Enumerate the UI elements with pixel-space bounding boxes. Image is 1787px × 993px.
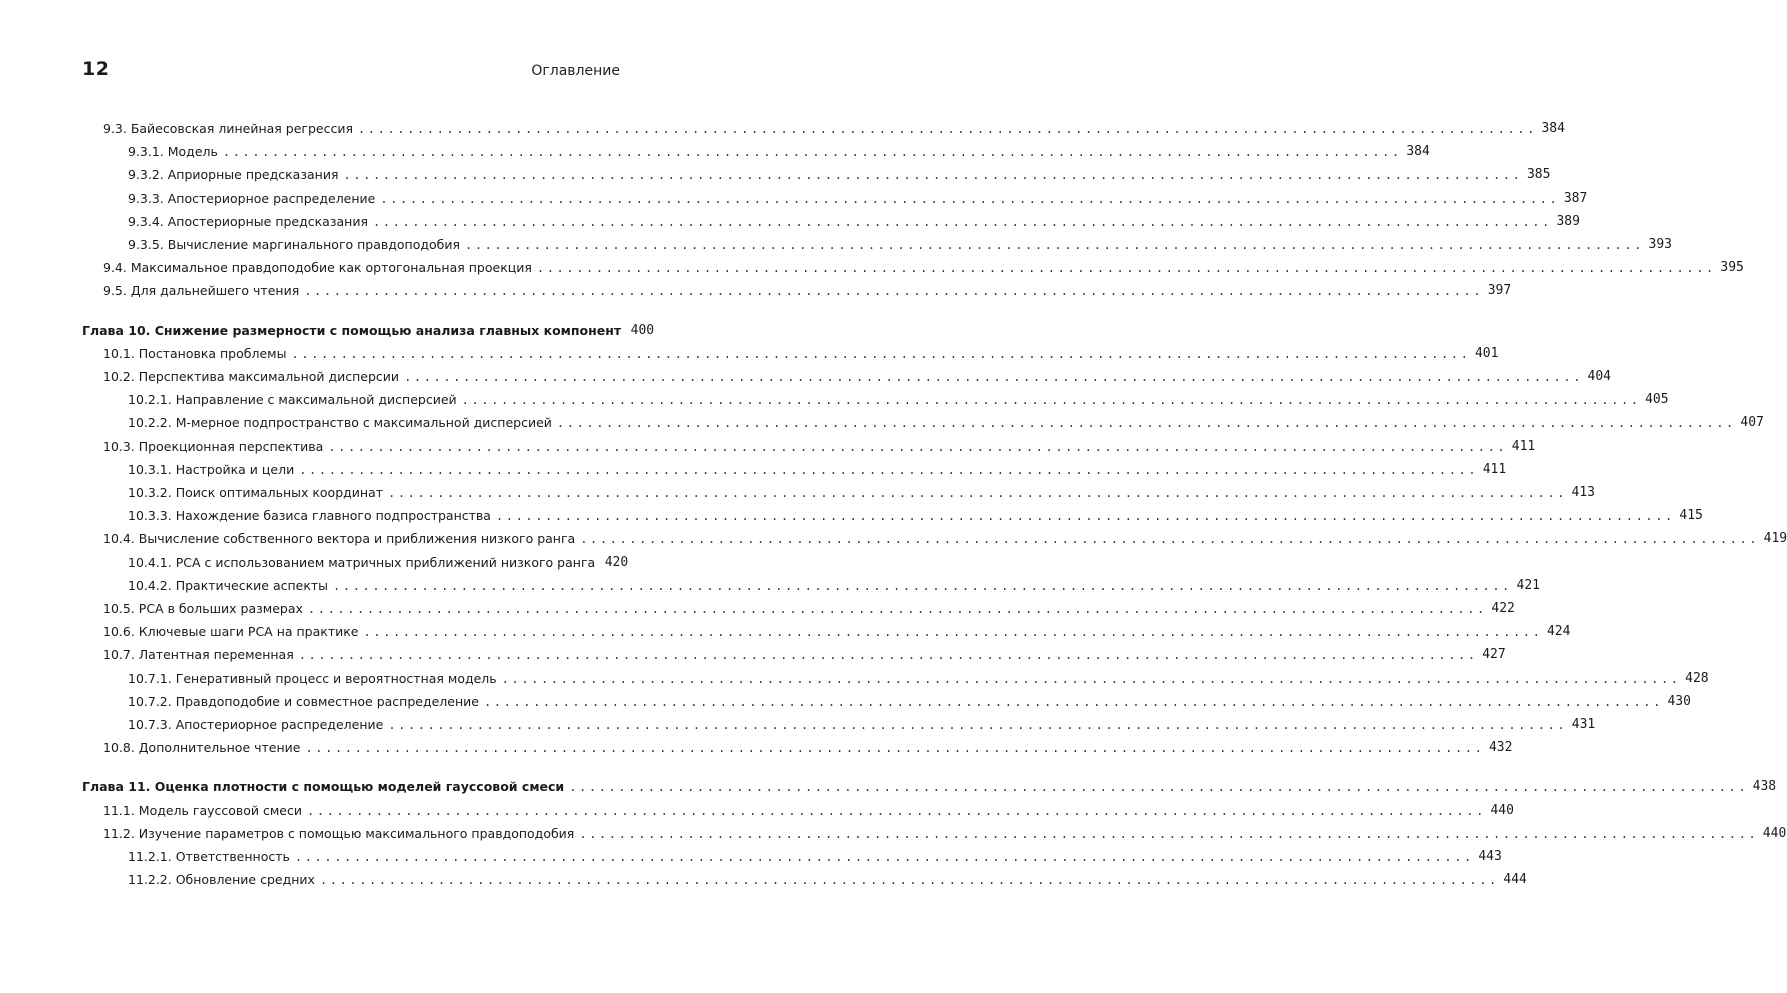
toc-entry-page: 384 xyxy=(1541,121,1565,136)
toc-entry-title: 10.3.1. Настройка и цели xyxy=(128,461,295,477)
toc-entry-title: 10.8. Дополнительное чтение xyxy=(103,740,301,756)
toc-entry-page: 389 xyxy=(1556,213,1580,229)
toc-entry-title: 9.5. Для дальнейшего чтения xyxy=(103,283,300,299)
dot-leader: ........................................................................................................................ xyxy=(501,671,1681,686)
toc-entry xyxy=(128,411,1764,431)
dot-leader: ........................................................................................................................ xyxy=(319,873,1499,888)
toc-entry xyxy=(128,210,1580,230)
toc-entry xyxy=(128,713,1596,733)
toc-entry-title: 10.7. Латентная переменная xyxy=(103,647,294,663)
dot-leader: ........................................................................................................................ xyxy=(343,168,1523,183)
dot-leader: ........................................................................................................................ xyxy=(569,780,1749,795)
toc-chapter-entry xyxy=(82,775,1777,795)
dot-leader: ........................................................................................................................ xyxy=(307,803,1486,818)
toc-entry-page: 424 xyxy=(1546,624,1571,640)
dot-leader: ........................................................................................................................ xyxy=(298,648,1478,663)
toc-entry-title: 10.1. Постановка проблемы xyxy=(103,345,287,361)
toc-entry-page: 430 xyxy=(1667,693,1691,709)
toc-entry xyxy=(128,458,1507,478)
dot-leader: ........................................................................................................................ xyxy=(304,284,1484,299)
dot-leader: ........................................................................................................................ xyxy=(305,741,1485,756)
toc-entry-page: 444 xyxy=(1503,872,1527,888)
toc-entry-page: 384 xyxy=(1406,144,1430,160)
toc-entry-page: 422 xyxy=(1491,601,1515,616)
toc-entry-page: 421 xyxy=(1516,577,1540,593)
toc-entry-title: 10.7.1. Генеративный процесс и вероятностная модель xyxy=(128,670,497,686)
toc-entry-page: 432 xyxy=(1488,740,1513,756)
toc-entry xyxy=(103,620,1571,640)
toc-entry-title: 10.7.2. Правдоподобие и совместное распределение xyxy=(128,693,479,709)
toc-entry-title: Глава 10. Снижение размерности с помощью анализа главных компонент xyxy=(82,322,622,338)
toc-entry xyxy=(128,845,1502,865)
toc-entry-page: 411 xyxy=(1482,461,1507,477)
dot-leader: ........................................................................................................................ xyxy=(372,214,1552,229)
dot-leader: ........................................................................................................................ xyxy=(536,261,1716,276)
toc-entry-title: 9.4. Максимальное правдоподобие как ортогональная проекция xyxy=(103,260,532,276)
toc-entry xyxy=(128,667,1709,687)
toc-entry-page: 427 xyxy=(1482,647,1506,663)
dot-leader: ........................................................................................................................ xyxy=(222,145,1402,160)
toc-entry-title: 10.3. Проекционная перспектива xyxy=(103,438,324,454)
toc-entry-page: 419 xyxy=(1763,531,1787,547)
toc-entry-page: 415 xyxy=(1679,508,1703,524)
dot-leader: ........................................................................................................................ xyxy=(495,509,1675,524)
toc-entry-title: 10.4.2. Практические аспекты xyxy=(128,577,329,593)
toc-entry xyxy=(103,527,1787,547)
toc-entry-title: Глава 11. Оценка плотности с помощью моделей гауссовой смеси xyxy=(82,779,565,795)
toc-entry-title: 9.3.3. Апостериорное распределение xyxy=(128,190,376,206)
toc-entry-title: 10.6. Ключевые шаги PCA на практике xyxy=(103,624,359,640)
toc-entry-page: 411 xyxy=(1511,438,1536,454)
dot-leader: ........................................................................................................................ xyxy=(580,532,1760,547)
toc-entry xyxy=(103,342,1499,362)
toc-entry xyxy=(103,597,1515,617)
toc-entry xyxy=(128,140,1430,160)
toc-entry xyxy=(103,279,1512,299)
dot-leader: ........................................................................................................................ xyxy=(483,694,1663,709)
toc-entry-page: 407 xyxy=(1740,415,1764,431)
toc-entry-title: 10.2.2. М-мерное подпространство с максимальной дисперсией xyxy=(128,415,552,431)
toc-entry-title: 10.3.3. Нахождение базиса главного подпространства xyxy=(128,508,491,524)
toc-entry-page: 395 xyxy=(1720,260,1744,276)
dot-leader: ........................................................................................................................ xyxy=(388,718,1568,732)
dot-leader: ........................................................................................................................ xyxy=(380,191,1560,206)
dot-leader: ........................................................................................................................ xyxy=(333,578,1512,593)
toc-entry xyxy=(128,187,1588,207)
toc-entry xyxy=(128,551,629,571)
dot-leader: ........................................................................................................................ xyxy=(299,462,1479,477)
toc-entry xyxy=(103,736,1513,756)
toc-entry-title: 9.3. Байесовская линейная регрессия xyxy=(103,121,353,136)
toc-entry-page: 443 xyxy=(1478,849,1502,864)
toc-entry xyxy=(103,643,1506,663)
toc-entry-page: 431 xyxy=(1571,717,1596,732)
toc-entry-page: 393 xyxy=(1648,237,1672,252)
toc-entry-page: 387 xyxy=(1563,190,1588,206)
dot-leader: ........................................................................................................................ xyxy=(363,625,1543,640)
dot-leader: ........................................................................................................................ xyxy=(294,850,1474,864)
toc-entry xyxy=(103,435,1536,455)
toc-entry-page: 438 xyxy=(1752,779,1777,795)
toc-entry xyxy=(103,822,1787,842)
toc-entry-page: 440 xyxy=(1762,825,1787,841)
toc-entry-title: 11.2.2. Обновление средних xyxy=(128,872,315,888)
toc-entry xyxy=(103,117,1565,137)
toc-entry-title: 9.3.2. Априорные предсказания xyxy=(128,167,339,183)
toc-entry-page: 385 xyxy=(1526,167,1551,183)
dot-leader: ........................................................................................................................ xyxy=(465,238,1644,252)
toc-entry-title: 9.3.4. Апостериорные предсказания xyxy=(128,213,368,229)
toc-entry xyxy=(128,481,1595,501)
toc-entry-title: 10.2.1. Направление с максимальной дисперсией xyxy=(128,392,457,408)
dot-leader: ........................................................................................................................ xyxy=(328,439,1508,454)
toc-entry-title: 10.5. PCA в больших размерах xyxy=(103,601,303,616)
running-header-title: Оглавление xyxy=(531,63,620,79)
dot-leader: ........................................................................................................................ xyxy=(461,393,1641,408)
toc-entry xyxy=(103,365,1612,385)
toc-entry-title: 9.3.1. Модель xyxy=(128,144,218,160)
toc-entry xyxy=(128,388,1669,408)
toc-entry-page: 400 xyxy=(630,322,655,338)
toc-entry-title: 11.1. Модель гауссовой смеси xyxy=(103,802,302,818)
toc-entry-page: 420 xyxy=(604,554,629,570)
dot-leader: ........................................................................................................................ xyxy=(357,122,1537,136)
dot-leader: ........................................................................................................................ xyxy=(579,826,1759,841)
toc-entry-title: 10.2. Перспектива максимальной дисперсии xyxy=(103,369,400,384)
toc-entry-page: 401 xyxy=(1474,345,1499,361)
toc-entry-page: 440 xyxy=(1490,802,1514,818)
toc-entry-page: 405 xyxy=(1645,392,1669,408)
toc-entry xyxy=(128,504,1703,524)
dot-leader: ........................................................................................................................ xyxy=(388,486,1567,500)
toc-entry-title: 10.4.1. PCA с использованием матричных приближений низкого ранга xyxy=(128,554,596,570)
page-number: 12 xyxy=(82,58,110,80)
toc-entry-page: 397 xyxy=(1487,283,1512,299)
dot-leader: ........................................................................................................................ xyxy=(404,370,1584,384)
toc-entry-title: 11.2. Изучение параметров с помощью максимального правдоподобия xyxy=(103,825,575,841)
toc-entry xyxy=(128,690,1691,710)
toc-entry xyxy=(128,233,1672,253)
toc-entry-title: 11.2.1. Ответственность xyxy=(128,849,290,864)
toc-entry xyxy=(128,574,1540,594)
dot-leader: ........................................................................................................................ xyxy=(307,602,1487,616)
toc-entry-page: 404 xyxy=(1587,369,1612,384)
toc-entry xyxy=(103,799,1514,819)
toc-entry-page: 428 xyxy=(1685,670,1709,686)
dot-leader: ........................................................................................................................ xyxy=(556,416,1736,431)
toc-entry xyxy=(103,256,1744,276)
toc-entry-title: 10.4. Вычисление собственного вектора и приближения низкого ранга xyxy=(103,531,576,547)
toc-chapter-entry xyxy=(82,319,655,339)
toc-entry-page: 413 xyxy=(1571,485,1595,500)
toc-entry xyxy=(128,163,1551,183)
toc-entry-title: 10.3.2. Поиск оптимальных координат xyxy=(128,485,384,500)
toc-entry-title: 9.3.5. Вычисление маргинального правдоподобия xyxy=(128,237,461,252)
dot-leader: ........................................................................................................................ xyxy=(291,346,1471,361)
toc-entry-title: 10.7.3. Апостериорное распределение xyxy=(128,717,384,732)
toc-entry xyxy=(128,868,1527,888)
